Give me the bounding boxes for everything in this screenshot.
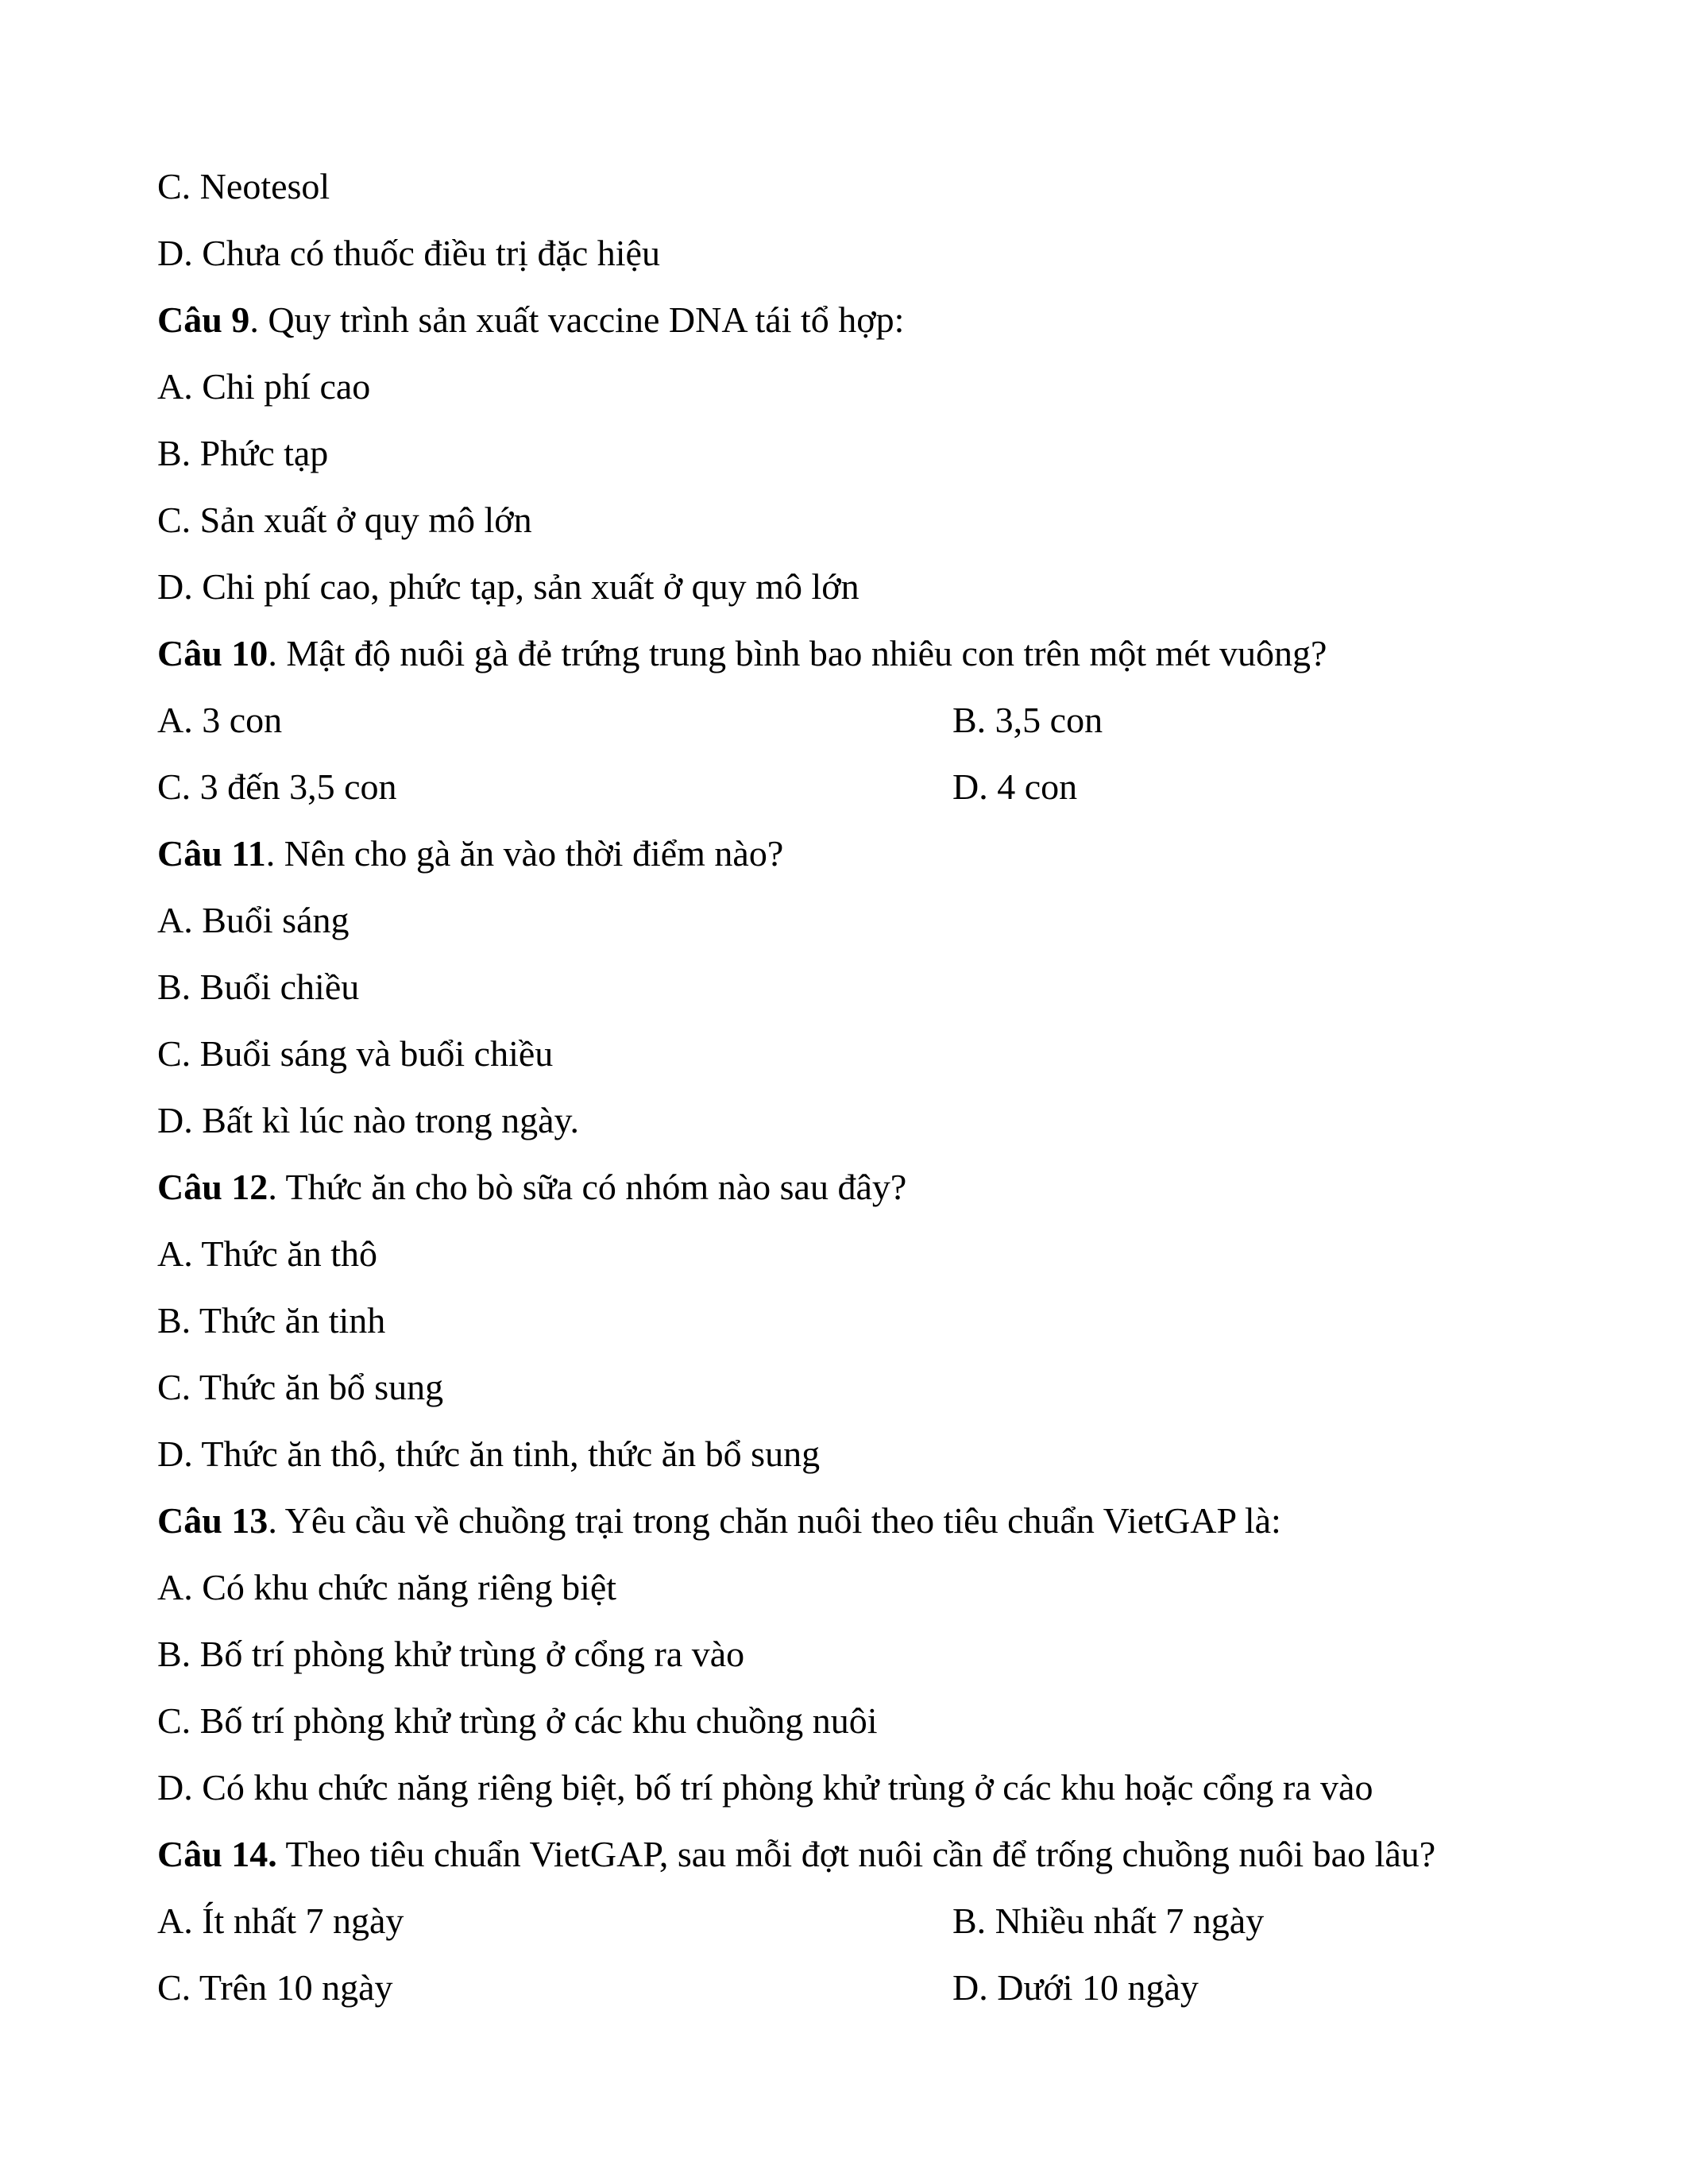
- document-page: [157, 153, 1587, 2021]
- option-row: [157, 687, 1587, 754]
- question-line: [157, 620, 1587, 687]
- question-label: Câu 10: [157, 633, 268, 673]
- option-line: B. Thức ăn tinh: [157, 1300, 386, 1341]
- option-row: [157, 1888, 1587, 1954]
- option-left: A. Ít nhất 7 ngày: [157, 1900, 404, 1941]
- question-text: . Mật độ nuôi gà đẻ trứng trung bình bao nhiêu con trên một mét vuông?: [268, 633, 1327, 673]
- option-right: B. Nhiều nhất 7 ngày: [952, 1900, 1265, 1941]
- option-line: B. Bố trí phòng khử trùng ở cổng ra vào: [157, 1634, 745, 1674]
- option-line: B. Phức tạp: [157, 433, 329, 473]
- option-line: D. Thức ăn thô, thức ăn tinh, thức ăn bổ sung: [157, 1433, 821, 1474]
- option-line: A. Chi phí cao: [157, 366, 371, 407]
- option-line: C. Thức ăn bổ sung: [157, 1367, 444, 1407]
- question-label: Câu 9: [157, 299, 250, 340]
- option-row: [157, 754, 1587, 820]
- option-left: A. 3 con: [157, 700, 283, 740]
- option-line: C. Neotesol: [157, 166, 330, 206]
- option-line: D. Chi phí cao, phức tạp, sản xuất ở quy mô lớn: [157, 566, 859, 607]
- question-text: . Thức ăn cho bò sữa có nhóm nào sau đây?: [268, 1167, 907, 1207]
- question-line: [157, 1821, 1587, 1888]
- option-left: C. Trên 10 ngày: [157, 1967, 393, 2008]
- option-right: D. Dưới 10 ngày: [952, 1967, 1199, 2008]
- question-text: . Yêu cầu về chuồng trại trong chăn nuôi theo tiêu chuẩn VietGAP là:: [268, 1500, 1281, 1541]
- option-line: D. Bất kì lúc nào trong ngày.: [157, 1100, 580, 1140]
- question-line: [157, 1488, 1587, 1554]
- option-line: B. Buổi chiều: [157, 967, 360, 1007]
- question-label: Câu 11: [157, 833, 266, 874]
- option-line: D. Chưa có thuốc điều trị đặc hiệu: [157, 233, 660, 273]
- option-line: A. Có khu chức năng riêng biệt: [157, 1567, 617, 1607]
- option-line: D. Có khu chức năng riêng biệt, bố trí phòng khử trùng ở các khu hoặc cổng ra vào: [157, 1767, 1373, 1808]
- question-line: [157, 287, 1587, 353]
- question-text: Theo tiêu chuẩn VietGAP, sau mỗi đợt nuôi cần để trống chuồng nuôi bao lâu?: [276, 1834, 1436, 1874]
- option-line: A. Thức ăn thô: [157, 1233, 378, 1274]
- option-right: D. 4 con: [952, 766, 1078, 807]
- option-left: C. 3 đến 3,5 con: [157, 766, 397, 807]
- question-line: [157, 1154, 1587, 1221]
- option-row: [157, 1954, 1587, 2021]
- question-line: [157, 820, 1587, 887]
- question-label: Câu 12: [157, 1167, 268, 1207]
- question-label: Câu 13: [157, 1500, 268, 1541]
- question-label: Câu 14.: [157, 1834, 277, 1874]
- question-text: . Quy trình sản xuất vaccine DNA tái tổ hợp:: [249, 299, 905, 340]
- option-right: B. 3,5 con: [952, 700, 1103, 740]
- option-line: C. Sản xuất ở quy mô lớn: [157, 500, 532, 540]
- option-line: A. Buổi sáng: [157, 900, 350, 940]
- question-text: . Nên cho gà ăn vào thời điểm nào?: [265, 833, 784, 874]
- option-line: C. Buổi sáng và buổi chiều: [157, 1033, 554, 1074]
- option-line: C. Bố trí phòng khử trùng ở các khu chuồng nuôi: [157, 1700, 878, 1741]
